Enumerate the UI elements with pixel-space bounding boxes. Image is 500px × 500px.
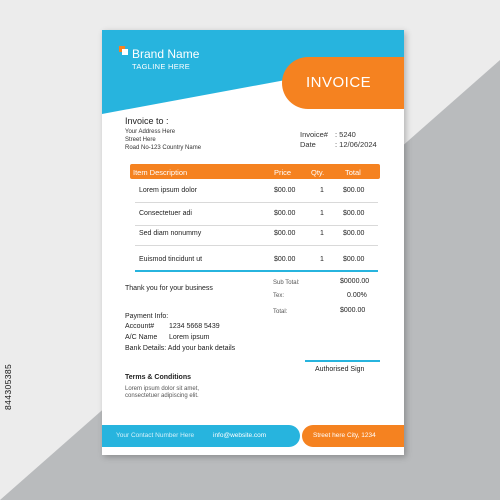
- stock-id-label: 844305385: [3, 363, 13, 410]
- date-label: Date: [300, 140, 316, 149]
- account-name-value: Lorem ipsum: [169, 334, 210, 341]
- signature-line: [305, 360, 380, 362]
- subtotal-value: $0000.00: [340, 278, 370, 285]
- item-description: Consectetuer adi: [139, 210, 192, 217]
- date-value: : 12/06/2024: [335, 140, 377, 149]
- payment-info-heading: Payment Info:: [125, 313, 169, 320]
- address-line: Street Here: [125, 137, 156, 143]
- tax-value: 0.00%: [347, 292, 367, 299]
- item-qty: 1: [320, 210, 324, 217]
- item-total: $00.00: [343, 256, 365, 263]
- thank-you-note: Thank you for your business: [125, 285, 213, 292]
- footer-address: Street here City, 1234: [313, 432, 376, 439]
- row-divider: [135, 202, 378, 203]
- col-header-price: Price: [274, 168, 292, 177]
- bank-details: Bank Details: Add your bank details: [125, 345, 236, 352]
- account-number-label: Account#: [125, 323, 155, 330]
- item-total: $00.00: [343, 187, 365, 194]
- item-description: Euismod tincidunt ut: [139, 256, 203, 263]
- terms-text: Lorem ipsum dolor sit amet,: [125, 386, 200, 392]
- item-qty: 1: [320, 187, 324, 194]
- item-description: Sed diam nonummy: [139, 230, 202, 237]
- authorised-sign-label: Authorised Sign: [315, 366, 365, 373]
- item-qty: 1: [320, 230, 324, 237]
- total-label: Total:: [273, 309, 288, 315]
- row-divider: [135, 225, 378, 226]
- brand-tagline: TAGLINE HERE: [132, 62, 191, 71]
- item-description: Lorem ipsum dolor: [139, 187, 197, 194]
- item-price: $00.00: [274, 230, 296, 237]
- item-price: $00.00: [274, 210, 296, 217]
- account-number-value: 1234 5668 5439: [169, 323, 220, 330]
- brand-name: Brand Name: [132, 47, 200, 61]
- address-line: Your Address Here: [125, 129, 176, 135]
- footer-contact-number: Your Contact Number Here: [116, 432, 195, 439]
- item-qty: 1: [320, 256, 324, 263]
- col-header-qty: Qty.: [311, 168, 325, 177]
- col-header-item: Item Description: [133, 168, 188, 177]
- item-price: $00.00: [274, 256, 296, 263]
- account-name-label: A/C Name: [125, 334, 158, 341]
- table-bottom-rule: [135, 270, 378, 272]
- invoice-to-heading: Invoice to :: [125, 116, 169, 126]
- terms-text: consectetuer adipiscing elit.: [125, 393, 199, 399]
- subtotal-label: Sub Total:: [273, 280, 300, 286]
- item-total: $00.00: [343, 210, 365, 217]
- brand-logo-mark-icon: [119, 46, 129, 56]
- item-total: $00.00: [343, 230, 365, 237]
- item-price: $00.00: [274, 187, 296, 194]
- row-divider: [135, 245, 378, 246]
- invoice-number-label: Invoice#: [300, 130, 328, 139]
- tax-label: Tex:: [273, 293, 285, 299]
- footer-website: info@website.com: [213, 432, 267, 439]
- invoice-title: INVOICE: [306, 74, 372, 91]
- invoice-number-value: : 5240: [335, 130, 356, 139]
- col-header-total: Total: [345, 168, 361, 177]
- total-value: $000.00: [340, 307, 366, 314]
- address-line: Road No-123 Country Name: [125, 145, 202, 151]
- invoice-page: [102, 30, 404, 455]
- terms-heading: Terms & Conditions: [125, 374, 191, 381]
